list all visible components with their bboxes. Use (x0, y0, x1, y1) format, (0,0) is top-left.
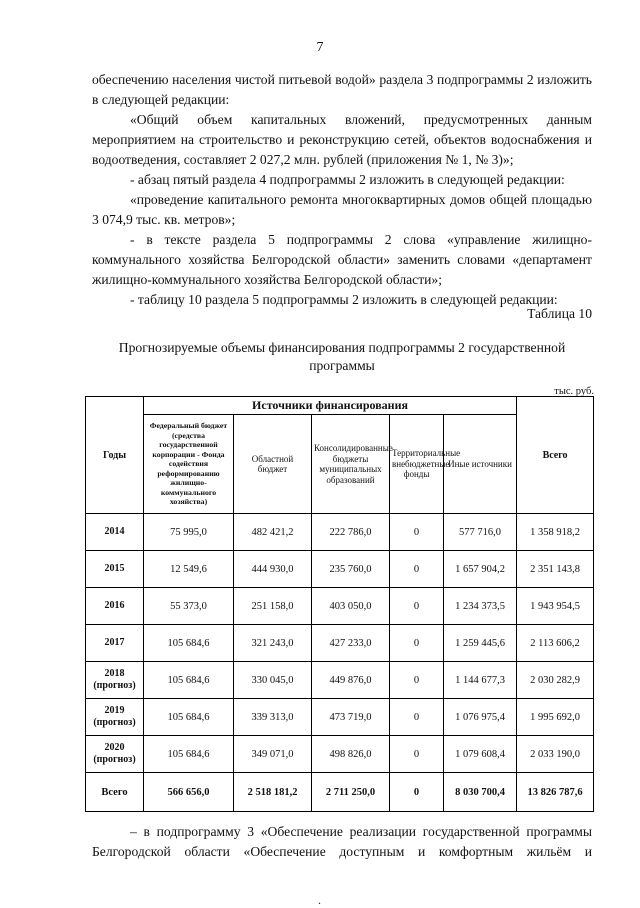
table-label: Таблица 10 (527, 306, 592, 321)
cell-regional: 339 313,0 (234, 699, 312, 736)
cell-other: 1 657 904,2 (444, 551, 517, 588)
paragraph: – в подпрограмму 3 «Обеспечение реализации государственной программы Белгородской области «Обеспечение доступным и комфортным жильём и (92, 824, 592, 859)
cell-year: 2015 (86, 551, 144, 588)
cell-total: 2 113 606,2 (517, 625, 594, 662)
col-header-other: Иные источники (444, 415, 517, 514)
footer-mark: . (318, 893, 321, 907)
cell-other: 1 076 975,4 (444, 699, 517, 736)
cell-municipal: 427 233,0 (312, 625, 390, 662)
table-row (86, 514, 594, 551)
cell-federal: 105 684,6 (144, 662, 234, 699)
cell-other: 8 030 700,4 (444, 773, 517, 812)
cell-total: 2 030 282,9 (517, 662, 594, 699)
cell-municipal: 473 719,0 (312, 699, 390, 736)
cell-other: 577 716,0 (444, 514, 517, 551)
paragraph: «проведение капитального ремонта многоквартирных домов общей площадью 3 074,9 тыс. кв. метров»; (92, 192, 592, 227)
cell-total: 1 943 954,5 (517, 588, 594, 625)
cell-regional: 482 421,2 (234, 514, 312, 551)
cell-year: Всего (86, 773, 144, 812)
cell-year: 2019 (прогноз) (86, 699, 144, 736)
cell-federal: 12 549,6 (144, 551, 234, 588)
cell-regional: 444 930,0 (234, 551, 312, 588)
page-number: 7 (316, 40, 324, 55)
cell-federal: 566 656,0 (144, 773, 234, 812)
cell-total: 13 826 787,6 (517, 773, 594, 812)
col-header-total: Всего (517, 397, 594, 514)
col-header-regional: Областной бюджет (234, 415, 312, 514)
col-header-territorial: Территориальные внебюджетные фонды (390, 415, 444, 514)
cell-regional: 2 518 181,2 (234, 773, 312, 812)
cell-regional: 330 045,0 (234, 662, 312, 699)
cell-regional: 321 243,0 (234, 625, 312, 662)
paragraph: обеспечению населения чистой питьевой водой» раздела 3 подпрограммы 2 изложить в следующей редакции: (92, 72, 592, 107)
cell-municipal: 235 760,0 (312, 551, 390, 588)
closing-text (92, 822, 592, 862)
cell-territorial: 0 (390, 699, 444, 736)
cell-municipal: 403 050,0 (312, 588, 390, 625)
cell-municipal: 498 826,0 (312, 736, 390, 773)
col-header-federal: Федеральный бюджет (средства государственной корпорации - Фонда содействия реформированию жилищно-коммунального хозяйства) (144, 415, 234, 514)
paragraph: «Общий объем капитальных вложений, предусмотренных данным мероприятием на строительство и реконструкцию сетей, объектов водоснабжения и водоотведения, составляет 2 027,2 млн. рублей (приложения № 1, № 3)»; (92, 112, 592, 167)
cell-federal: 105 684,6 (144, 699, 234, 736)
cell-federal: 55 373,0 (144, 588, 234, 625)
cell-total: 1 995 692,0 (517, 699, 594, 736)
cell-year: 2016 (86, 588, 144, 625)
cell-year: 2020 (прогноз) (86, 736, 144, 773)
cell-territorial: 0 (390, 773, 444, 812)
table-row (86, 736, 594, 773)
cell-federal: 105 684,6 (144, 736, 234, 773)
cell-federal: 75 995,0 (144, 514, 234, 551)
paragraph: - абзац пятый раздела 4 подпрограммы 2 изложить в следующей редакции: (130, 172, 565, 187)
cell-other: 1 144 677,3 (444, 662, 517, 699)
col-group-header: Источники финансирования (144, 397, 517, 415)
cell-other: 1 234 373,5 (444, 588, 517, 625)
cell-year: 2018 (прогноз) (86, 662, 144, 699)
table-row (86, 699, 594, 736)
cell-other: 1 259 445,6 (444, 625, 517, 662)
table-total-row (86, 773, 594, 812)
cell-municipal: 222 786,0 (312, 514, 390, 551)
col-header-municipal: Консолидированные бюджеты муниципальных образований (312, 415, 390, 514)
table-row (86, 551, 594, 588)
cell-other: 1 079 608,4 (444, 736, 517, 773)
col-header-years: Годы (86, 397, 144, 514)
cell-total: 1 358 918,2 (517, 514, 594, 551)
cell-regional: 251 158,0 (234, 588, 312, 625)
cell-territorial: 0 (390, 736, 444, 773)
table-row (86, 625, 594, 662)
table-title: Прогнозируемые объемы финансирования подпрограммы 2 государственной программы (118, 340, 566, 373)
cell-federal: 105 684,6 (144, 625, 234, 662)
cell-territorial: 0 (390, 551, 444, 588)
paragraph: - в тексте раздела 5 подпрограммы 2 слова «управление жилищно-коммунального хозяйства Белгородской области» заменить словами «департамент жилищно-коммунального хозяйства Белгородской области»; (92, 232, 592, 287)
table-units: тыс. руб. (554, 386, 594, 397)
cell-total: 2 351 143,8 (517, 551, 594, 588)
cell-territorial: 0 (390, 662, 444, 699)
body-text (92, 70, 592, 310)
cell-territorial: 0 (390, 588, 444, 625)
table-row (86, 588, 594, 625)
cell-year: 2017 (86, 625, 144, 662)
cell-total: 2 033 190,0 (517, 736, 594, 773)
cell-territorial: 0 (390, 514, 444, 551)
paragraph: - таблицу 10 раздела 5 подпрограммы 2 изложить в следующей редакции: (130, 292, 558, 307)
cell-territorial: 0 (390, 625, 444, 662)
cell-regional: 349 071,0 (234, 736, 312, 773)
cell-municipal: 2 711 250,0 (312, 773, 390, 812)
table-row (86, 662, 594, 699)
cell-municipal: 449 876,0 (312, 662, 390, 699)
financing-table (85, 396, 594, 812)
cell-year: 2014 (86, 514, 144, 551)
